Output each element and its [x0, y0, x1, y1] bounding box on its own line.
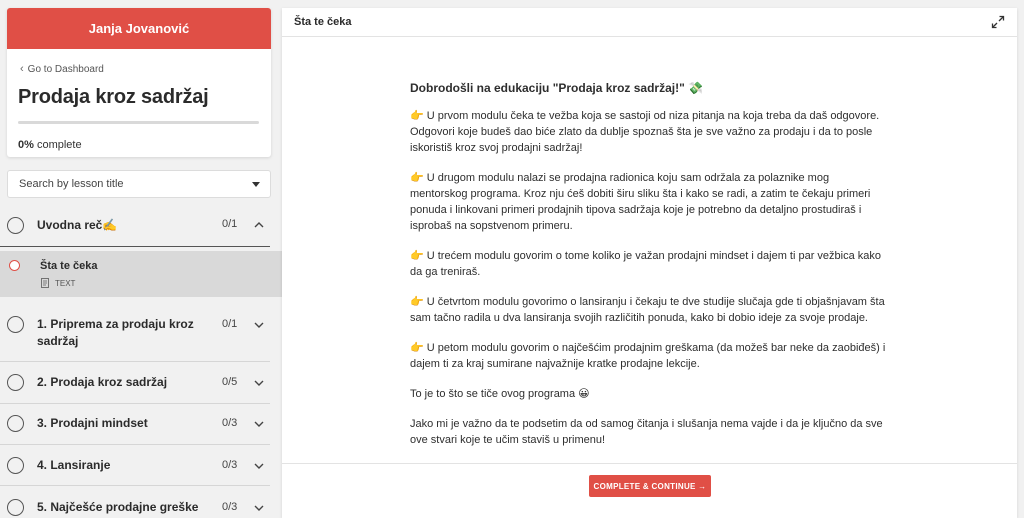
- section-title: 2. Prodaja kroz sadržaj: [37, 375, 168, 389]
- lesson-footer: [282, 463, 1017, 518]
- chevron-left-icon: ‹: [20, 63, 24, 75]
- lesson-search-select[interactable]: [7, 170, 271, 198]
- lesson-type: [41, 278, 75, 288]
- section-title: 1. Priprema za prodaju kroz sadržaj: [37, 317, 194, 348]
- lesson-paragraph: 👉 U četvrtom modulu govorimo o lansiranju i čekaju te dve studije slučaja gde ti objašnjavam šta sam tačno radila u dva lansiranja svojih različitih ponuda, kako bi dobio ideje za svoje prodaje.: [410, 296, 885, 324]
- complete-and-continue-button[interactable]: COMPLETE & CONTINUE →: [589, 475, 711, 497]
- chevron-down-icon[interactable]: [254, 419, 264, 429]
- caret-down-icon: [252, 182, 260, 187]
- section-count: 0/1: [222, 218, 238, 230]
- course-sidebar: [0, 0, 282, 518]
- section-status-circle-icon: [7, 499, 24, 516]
- author-name: Janja Jovanović: [88, 21, 190, 36]
- lesson-header-title: Šta te čeka: [294, 16, 352, 28]
- section-status-circle-icon: [7, 374, 24, 391]
- lesson-paragraph: To je to što se tiče ovog programa 😀: [410, 388, 590, 400]
- lesson-status-circle-icon: [9, 260, 20, 271]
- lesson-content: [410, 80, 888, 462]
- progress-percent: 0%: [18, 139, 34, 151]
- section-status-circle-icon: [7, 316, 24, 333]
- section-count: 0/3: [222, 417, 238, 429]
- document-icon: [41, 278, 49, 288]
- expand-icon[interactable]: [991, 15, 1005, 29]
- lesson-title: Šta te čeka: [40, 260, 98, 272]
- chevron-down-icon[interactable]: [254, 378, 264, 388]
- section-priprema[interactable]: [0, 304, 270, 362]
- lesson-panel: [282, 8, 1017, 518]
- section-status-circle-icon: [7, 217, 24, 234]
- author-banner: [7, 8, 271, 49]
- section-title: 5. Najčešće prodajne greške: [37, 500, 199, 514]
- chevron-down-icon[interactable]: [254, 461, 264, 471]
- section-title: Uvodna reč✍️: [37, 218, 118, 232]
- progress-text: [18, 139, 82, 151]
- chevron-down-icon[interactable]: [254, 320, 264, 330]
- section-status-circle-icon: [7, 457, 24, 474]
- lesson-paragraph: 👉 U drugom modulu nalazi se prodajna radionica koju sam održala za polaznike mog mentorskog programa. Kroz nju ćeš dobiti širu sliku šta i kako se radi, a zatim te čekaju primeri ponuda i linkovani primeri prodajnih tipova sadržaja koje je potrebno da detaljno prostudiraš i isprobaš na sopstvenom primeru.: [410, 172, 871, 232]
- lesson-search-label: Search by lesson title: [19, 178, 124, 190]
- course-card: [7, 8, 271, 157]
- lesson-paragraph: 👉 U trećem modulu govorim o tome koliko je važan prodajni mindset i dajem ti par vežbica kako da ga treniraš.: [410, 250, 882, 278]
- chevron-up-icon[interactable]: [254, 220, 264, 230]
- course-title: Prodaja kroz sadržaj: [18, 86, 209, 108]
- go-to-dashboard-link[interactable]: [20, 63, 104, 75]
- lesson-paragraph: 👉 U prvom modulu čeka te vežba koja se sastoji od niza pitanja na koja treba da daš odgovore. Odgovori koje budeš dao biće zlato da dublje spoznaš šta je sve važno za prodaju i da to posle iskoristiš kroz svoj prodajni sadržaj!: [410, 110, 880, 154]
- section-status-circle-icon: [7, 415, 24, 432]
- progress-bar: [18, 121, 259, 124]
- section-count: 0/3: [222, 459, 238, 471]
- section-prodaja-kroz-sadrzaj[interactable]: [0, 362, 270, 404]
- section-count: 0/5: [222, 376, 238, 388]
- section-prodajni-mindset[interactable]: [0, 404, 270, 445]
- chevron-down-icon[interactable]: [254, 503, 264, 513]
- lesson-paragraph: 👉 U petom modulu govorim o najčešćim prodajnim greškama (da možeš bar neke da zaobiđeš) i dajem ti za kraj sumirane najvažnije kratke prodajne lekcije.: [410, 342, 886, 370]
- section-count: 0/1: [222, 318, 238, 330]
- lesson-item-sta-te-ceka[interactable]: [0, 251, 282, 297]
- section-najcesce-greske[interactable]: [0, 486, 270, 518]
- lesson-type-label: TEXT: [55, 278, 76, 288]
- section-title: 4. Lansiranje: [37, 458, 111, 472]
- lesson-header: [282, 8, 1017, 37]
- lesson-heading: Dobrodošli na edukaciju "Prodaja kroz sadržaj!" 💸: [410, 81, 704, 95]
- section-uvodna-rec[interactable]: [0, 205, 270, 247]
- section-title: 3. Prodajni mindset: [37, 416, 148, 430]
- lesson-paragraph: Jako mi je važno da te podsetim da od samog čitanja i slušanja nema vajde i da je ključno da sve ove stvari koje te učim staviš u primenu!: [410, 418, 883, 446]
- section-count: 0/3: [222, 501, 238, 513]
- go-to-dashboard-label: Go to Dashboard: [27, 63, 104, 75]
- progress-suffix: complete: [36, 139, 82, 151]
- section-lansiranje[interactable]: [0, 445, 270, 486]
